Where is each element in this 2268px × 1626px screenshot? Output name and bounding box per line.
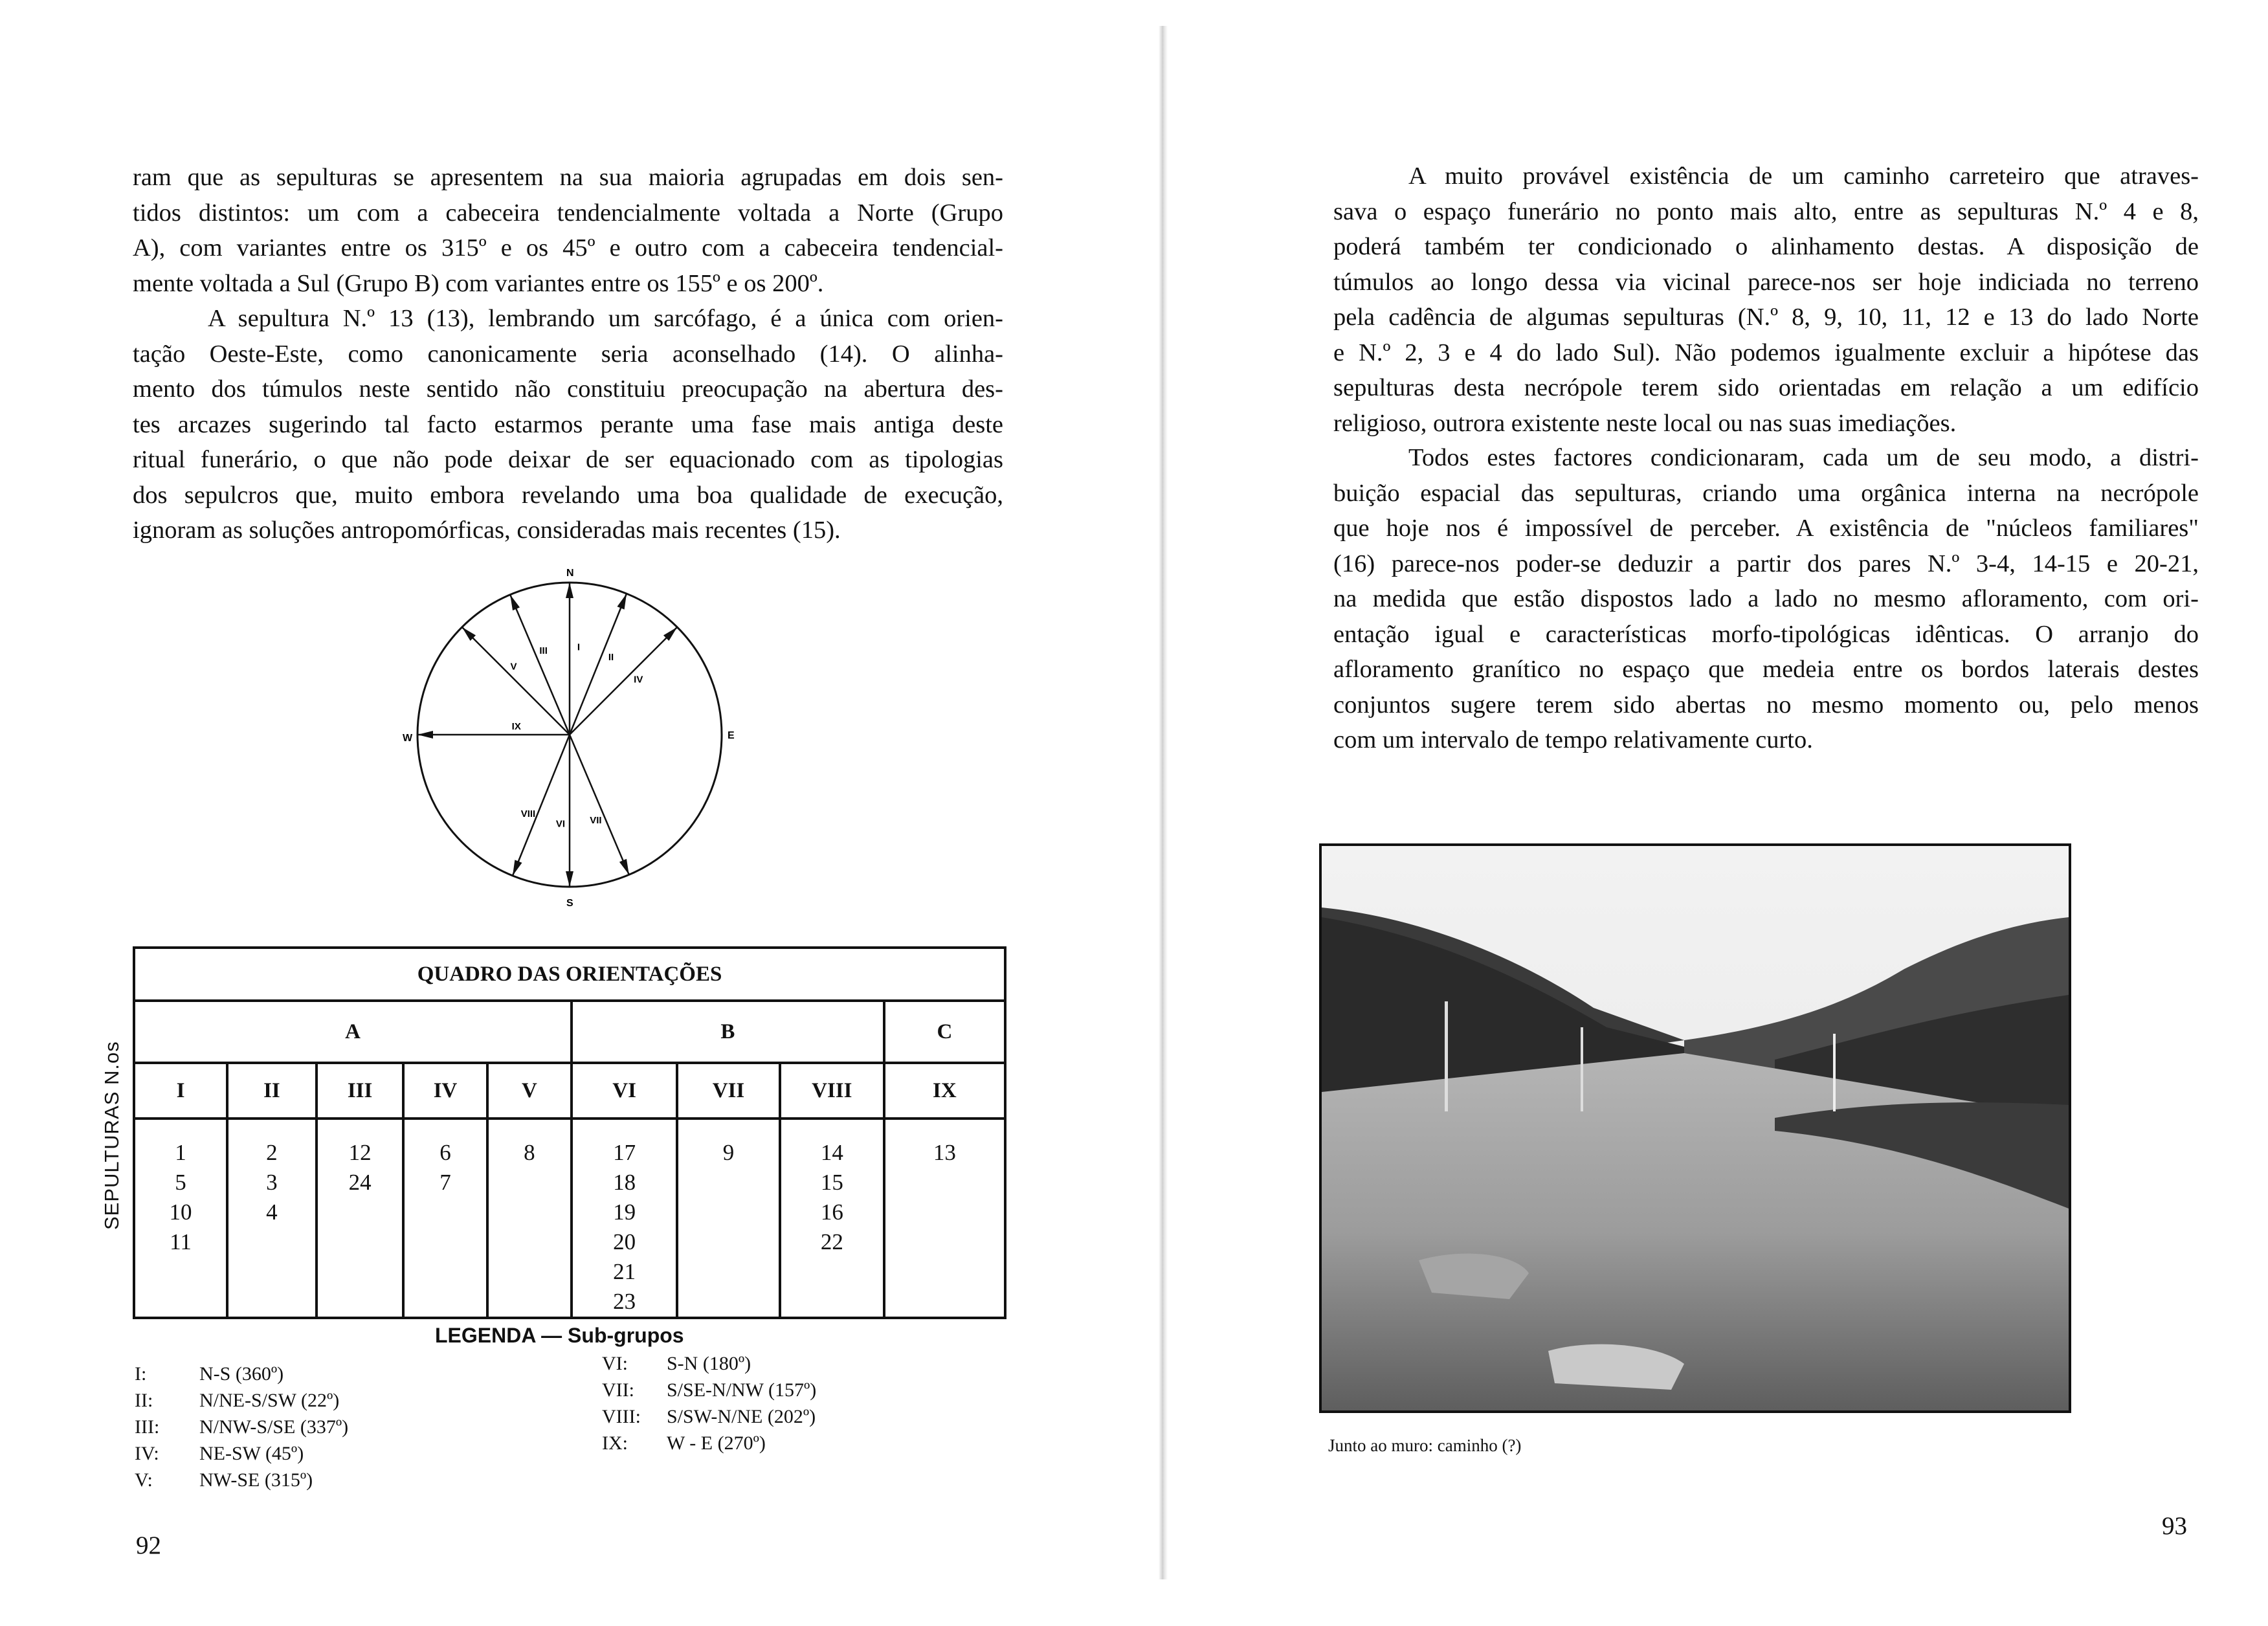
text-line: pela cadência de algumas sepulturas (N.º 8, 9, 10, 11, 12 e 13 do lado Norte [1333,304,2199,331]
left-paragraph-1 [133,160,1003,301]
legend-row [602,1403,816,1430]
text-line: Todos estes factores condicionaram, cada um de seu modo, a distri- [1408,444,2199,471]
legend-value: N/NW-S/SE (337º) [199,1416,349,1438]
subgroup-cell [780,1119,884,1318]
sepultura-number: 2 [266,1140,278,1165]
text-line: e N.º 2, 3 e 4 do lado Sul). Não podemos igualmente excluir a hipótese das [1333,339,2199,366]
photo-caption: Junto ao muro: caminho (?) [1328,1436,1522,1455]
orientations-table [133,946,1006,1319]
group-a-header: A [134,1001,572,1063]
sepultura-number: 10 [169,1199,192,1225]
legend-value: N-S (360º) [199,1363,284,1385]
sepultura-number: 3 [266,1170,278,1195]
text-line: afloramento granítico no espaço que medeia entre os bordos laterais destes [1333,656,2199,683]
legend-row [602,1350,816,1377]
compass-ray [570,627,677,735]
sepultura-number: 13 [933,1140,956,1165]
subgroup-header: VIII [780,1063,884,1119]
subgroup-header: II [227,1063,317,1119]
legend-key: IX: [602,1432,628,1454]
subgroup-header: VII [677,1063,780,1119]
sepultura-number: 15 [820,1170,843,1195]
text-line: sava o espaço funerário no ponto mais alto, entre as sepulturas N.º 4 e 8, [1333,197,2199,225]
compass-ray [570,735,629,874]
sepultura-number: 12 [348,1140,372,1165]
text-line: dos sepulcros que, muito embora revelando uma boa qualidade de execução, [133,481,1003,509]
compass-subgroup-label: V [510,661,517,673]
text-line: sepulturas desta necrópole terem sido orientadas em relação a um edifício [1333,374,2199,401]
sepultura-number: 21 [613,1259,636,1284]
legend-value: S/SE-N/NW (157º) [667,1379,817,1401]
left-paragraph-2 [133,301,1003,548]
legend-key: VII: [602,1379,634,1401]
sepultura-number: 19 [613,1199,636,1225]
legend-row [602,1377,816,1403]
legend-key: V: [135,1469,153,1491]
sepultura-number: 5 [175,1170,186,1195]
subgroup-header: V [487,1063,572,1119]
sepultura-number: 22 [820,1229,843,1254]
legend-value: NW-SE (315º) [199,1469,313,1491]
subgroup-cell [487,1119,572,1318]
subgroup-cell [227,1119,317,1318]
compass-subgroup-label: VIII [520,808,536,820]
sepultura-number: 16 [820,1199,843,1225]
compass-arrowhead [417,731,433,739]
text-line: mente voltada a Sul (Grupo B) com variantes entre os 155º e os 200º. [133,269,824,297]
compass-arrowhead [510,595,520,610]
subgroup-cell [884,1119,1005,1318]
sepultura-number: 20 [613,1229,636,1254]
sepultura-number: 6 [439,1140,451,1165]
sepultura-number: 8 [524,1140,535,1165]
group-b-header: B [572,1001,884,1063]
legend-row [135,1467,348,1493]
left-page-number: 92 [136,1531,161,1559]
compass-arrowhead [619,859,629,874]
legend-key: I: [135,1363,147,1385]
group-c-header: C [884,1001,1005,1063]
sepultura-number: 11 [170,1229,192,1254]
sepultura-number: 18 [613,1170,636,1195]
compass-ray [513,735,570,876]
compass-ray [462,627,570,735]
compass-subgroup-label: VII [590,814,602,826]
compass-arrowhead [513,860,522,876]
subgroup-cell [134,1119,227,1318]
compass-arrowhead [566,871,573,887]
compass-arrowhead [566,583,573,598]
book-gutter [1159,26,1168,1579]
text-line: A sepultura N.º 13 (13), lembrando um sarcófago, é a única com orien- [208,305,1003,332]
text-line: ritual funerário, o que não pode deixar de ser equacionado com as tipologias [133,446,1003,473]
text-line: A muito provável existência de um caminho carreteiro que atraves- [1408,162,2199,190]
compass-subgroup-label: I [577,641,581,653]
text-line: conjuntos sugere terem sido abertas no mesmo momento ou, pelo menos [1333,691,2199,718]
subgroup-cell [677,1119,780,1318]
compass-south-label: S [566,898,573,909]
sepultura-number: 24 [348,1170,372,1195]
legend-key: II: [135,1390,153,1411]
legend-key: VIII: [602,1406,641,1427]
sepultura-number: 17 [613,1140,636,1165]
text-line: religioso, outrora existente neste local ou nas suas imediações. [1333,409,1957,437]
legend-value: N/NE-S/SW (22º) [199,1390,340,1411]
compass-subgroup-label: VI [555,818,566,830]
sepultura-number: 7 [439,1170,451,1195]
right-paragraph-2 [1333,440,2199,758]
legend-row [135,1361,348,1387]
sepultura-number: 23 [613,1289,636,1314]
table-side-label: SEPULTURAS N.os [100,1041,123,1230]
compass-north-label: N [566,568,574,579]
text-line: ram que as sepulturas se apresentem na sua maioria agrupadas em dois sen- [133,164,1003,191]
sepultura-number: 1 [175,1140,186,1165]
landscape-photo [1319,843,2071,1413]
orientation-compass-diagram [388,550,757,913]
subgroup-header: III [317,1063,404,1119]
subgroup-header: IX [884,1063,1005,1119]
text-line: entação igual e características morfo-tipológicas idênticas. O arranjo do [1333,620,2199,648]
text-line: buição espacial das sepulturas, criando uma orgânica interna na necrópole [1333,479,2199,507]
legend-value: W - E (270º) [667,1432,766,1454]
legend-value: NE-SW (45º) [199,1443,304,1464]
legend-row [135,1440,348,1467]
compass-east-label: E [728,730,735,741]
legend-row [135,1414,348,1440]
compass-subgroup-label: IX [511,721,521,732]
sepultura-number: 9 [722,1140,735,1165]
legend-value: S-N (180º) [667,1353,751,1374]
text-line: A), com variantes entre os 315º e os 45º e outro com a cabeceira tendencial- [133,234,1003,262]
legend-right-column [602,1350,816,1456]
subgroup-header: IV [403,1063,487,1119]
legend-title: LEGENDA — Sub-grupos [435,1324,684,1347]
subgroup-header: VI [572,1063,677,1119]
sepultura-number: 14 [820,1140,843,1165]
subgroup-cell [403,1119,487,1318]
subgroup-cell [317,1119,404,1318]
legend-row [135,1387,348,1414]
legend-key: IV: [135,1443,159,1464]
compass-subgroup-label: III [539,645,548,657]
text-line: que hoje nos é impossível de perceber. A existência de "núcleos familiares" [1333,515,2199,542]
text-line: na medida que estão dispostos lado a lado no mesmo afloramento, com ori- [1333,585,2199,612]
text-line: ignoram as soluções antropomórficas, consideradas mais recentes (15). [133,517,841,544]
text-line: túmulos ao longo dessa via vicinal parece-nos ser hoje indiciada no terreno [1333,268,2199,296]
legend-key: VI: [602,1353,628,1374]
text-line: poderá também ter condicionado o alinhamento destas. A disposição de [1333,233,2199,260]
compass-subgroup-label: II [608,651,614,663]
table-title: QUADRO DAS ORIENTAÇÕES [134,948,1005,1001]
right-paragraph-1 [1333,159,2199,441]
legend-row [602,1430,816,1456]
text-line: (16) parece-nos poder-se deduzir a partir dos pares N.º 3-4, 14-15 e 20-21, [1333,550,2199,577]
compass-west-label: W [403,733,413,744]
compass-ray [510,595,570,735]
text-line: com um intervalo de tempo relativamente curto. [1333,726,1813,753]
compass-ray [570,594,627,735]
legend-left-column [135,1361,348,1493]
legend-value: S/SW-N/NE (202º) [667,1406,816,1427]
legend-key: III: [135,1416,160,1438]
subgroup-header: I [134,1063,227,1119]
compass-arrowhead [617,594,627,610]
text-line: tidos distintos: um com a cabeceira tendencialmente voltada a Norte (Grupo [133,199,1003,227]
text-line: tes arcazes sugerindo tal facto estarmos perante uma fase mais antiga deste [133,410,1003,438]
sepultura-number: 4 [266,1199,278,1225]
text-line: tação Oeste-Este, como canonicamente seria aconselhado (14). O alinha- [133,340,1003,368]
text-line: mento dos túmulos neste sentido não constituiu preocupação na abertura des- [133,375,1003,403]
compass-subgroup-label: IV [634,674,643,685]
subgroup-cell [572,1119,677,1318]
right-page-number: 93 [2162,1512,2187,1540]
